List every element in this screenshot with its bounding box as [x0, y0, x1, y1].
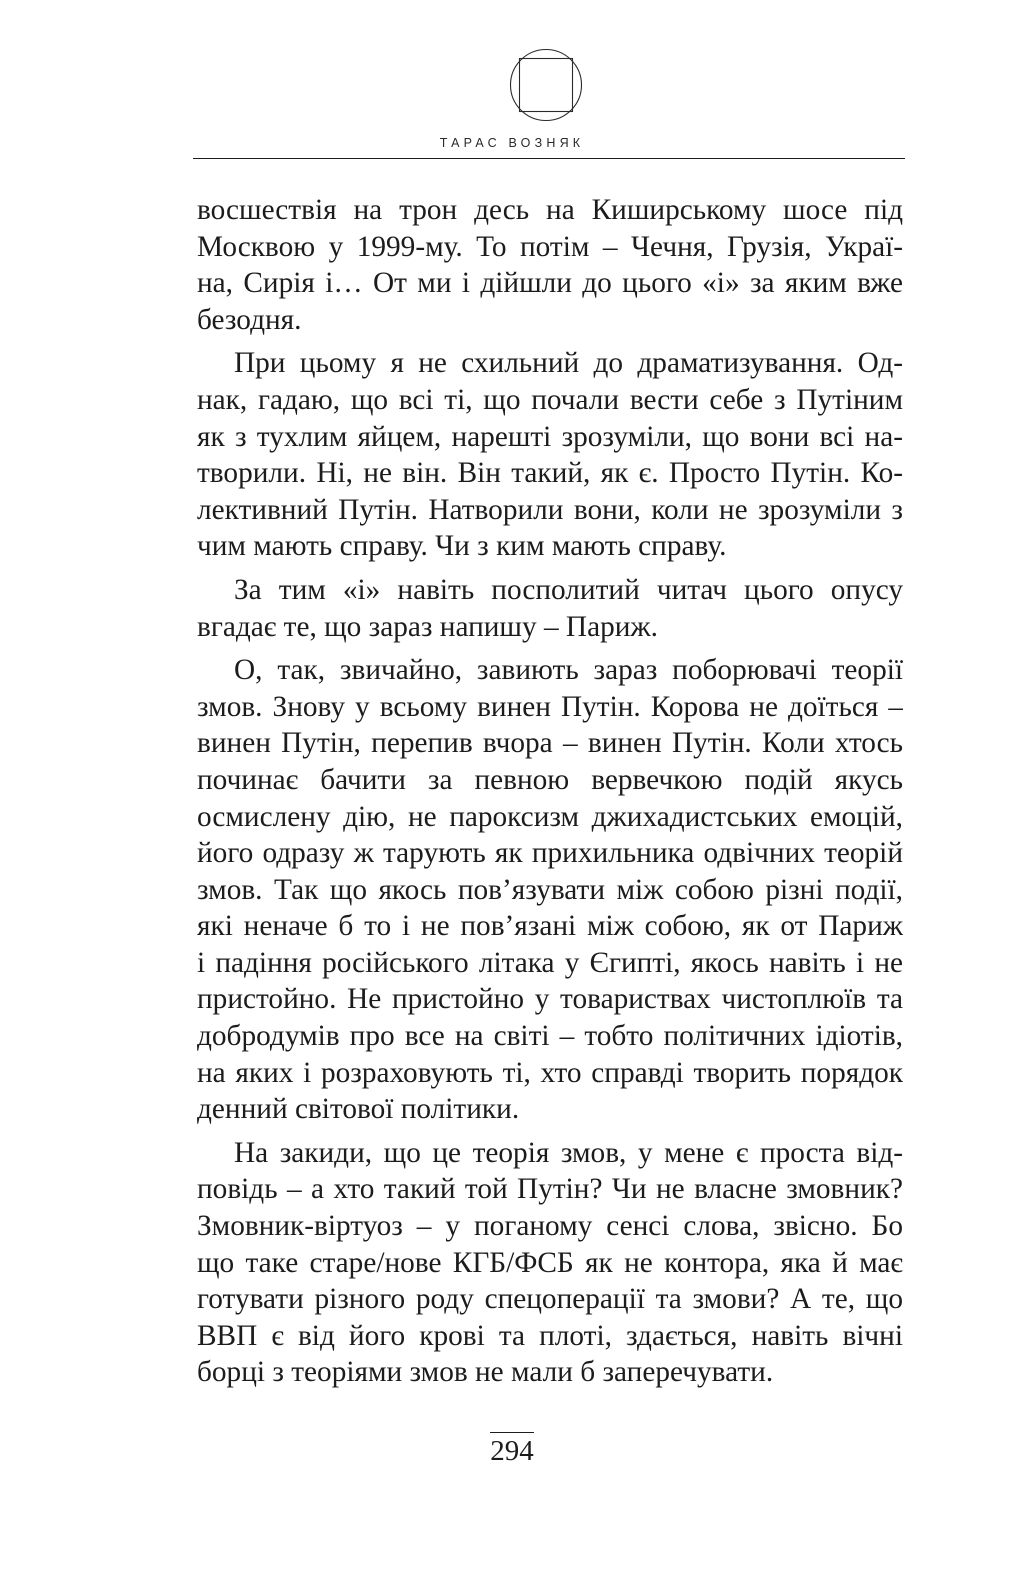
text-line: лективний Путін. Натворили вони, коли не зрозуміли з [197, 493, 903, 526]
text-line: готувати різного роду спецоперації та змови? А те, що [197, 1283, 903, 1316]
text-line: На закиди, що це теорія змов, у мене є проста від- [234, 1136, 903, 1169]
paragraph-gap [197, 1128, 903, 1135]
text-line: осмислену дію, не пароксизм джихадистських емоцій, [197, 800, 903, 833]
text-line: нак, гадаю, що всі ті, що почали вести себе з Путіним [197, 383, 903, 416]
paragraph-gap [197, 645, 903, 652]
text-line: За тим «і» навіть посполитий читач цього опусу [234, 573, 903, 606]
text-line: восшествія на трон десь на Киширському шосе під [197, 194, 903, 226]
text-line: що таке старе/нове КГБ/ФСБ як не контора, яка й має [197, 1246, 903, 1279]
text-line: змов. Знову у всьому винен Путін. Корова не доїться – [197, 690, 903, 723]
text-line: Змовник-віртуоз – у поганому сенсі слова, звісно. Бо [197, 1210, 903, 1243]
text-line: на, Сирія і… От ми і дійшли до цього «і» за яким вже [197, 267, 903, 300]
text-line: вгадає те, що зараз напишу – Париж. [197, 610, 658, 643]
text-line: ВВП є від його крові та плоті, здається, навіть вічні [197, 1319, 903, 1352]
text-line: які неначе б то і не пов’язані між собою, як от Париж [197, 910, 903, 943]
text-line: О, так, звичайно, завиють зараз поборювачі теорії [234, 654, 903, 687]
text-line: Москвою у 1999-му. То потім – Чечня, Грузія, Украї- [197, 230, 903, 263]
text-line: творили. Ні, не він. Він такий, як є. Просто Путін. Ко- [197, 457, 903, 490]
text-line: як з тухлим яйцем, нарешті зрозуміли, що вони всі на- [197, 420, 903, 453]
header-divider [193, 158, 905, 159]
text-line: змов. Так що якось пов’язувати між собою різні події, [197, 873, 903, 906]
text-line: починає бачити за певною вервечкою подій якусь [197, 763, 903, 796]
text-line: При цьому я не схильний до драматизування. Од- [234, 347, 903, 380]
text-line: пристойно. Не пристойно у товариствах чистоплюїв та [197, 983, 903, 1016]
page-number [0, 1432, 1024, 1469]
text-line: чим мають справу. Чи з ким мають справу. [197, 530, 727, 563]
page-number-value: 294 [490, 1432, 534, 1469]
text-line: борці з теоріями змов не мали б заперечувати. [197, 1356, 774, 1389]
paragraph-gap [197, 565, 903, 572]
text-line: його одразу ж тарують як прихильника одвічних теорій [197, 837, 903, 870]
text-line: добродумів про все на світі – тобто політичних ідіотів, [197, 1020, 903, 1053]
text-line: денний світової політики. [197, 1093, 520, 1126]
text-line: і падіння російського літака у Єгипті, якось навіть і не [197, 946, 903, 979]
text-line: безодня. [197, 303, 302, 336]
text-line: повідь – а хто такий той Путін? Чи не власне змовник? [197, 1173, 903, 1206]
paragraph-gap [197, 338, 903, 345]
page-body [197, 192, 903, 1391]
circle-square-emblem-icon [509, 48, 583, 122]
running-header-author: ТАРАС ВОЗНЯК [439, 136, 585, 150]
text-line: на яких і розраховують ті, хто справді творить порядок [197, 1056, 903, 1089]
text-line: винен Путін, перепив вчора – винен Путін. Коли хтось [197, 727, 903, 760]
